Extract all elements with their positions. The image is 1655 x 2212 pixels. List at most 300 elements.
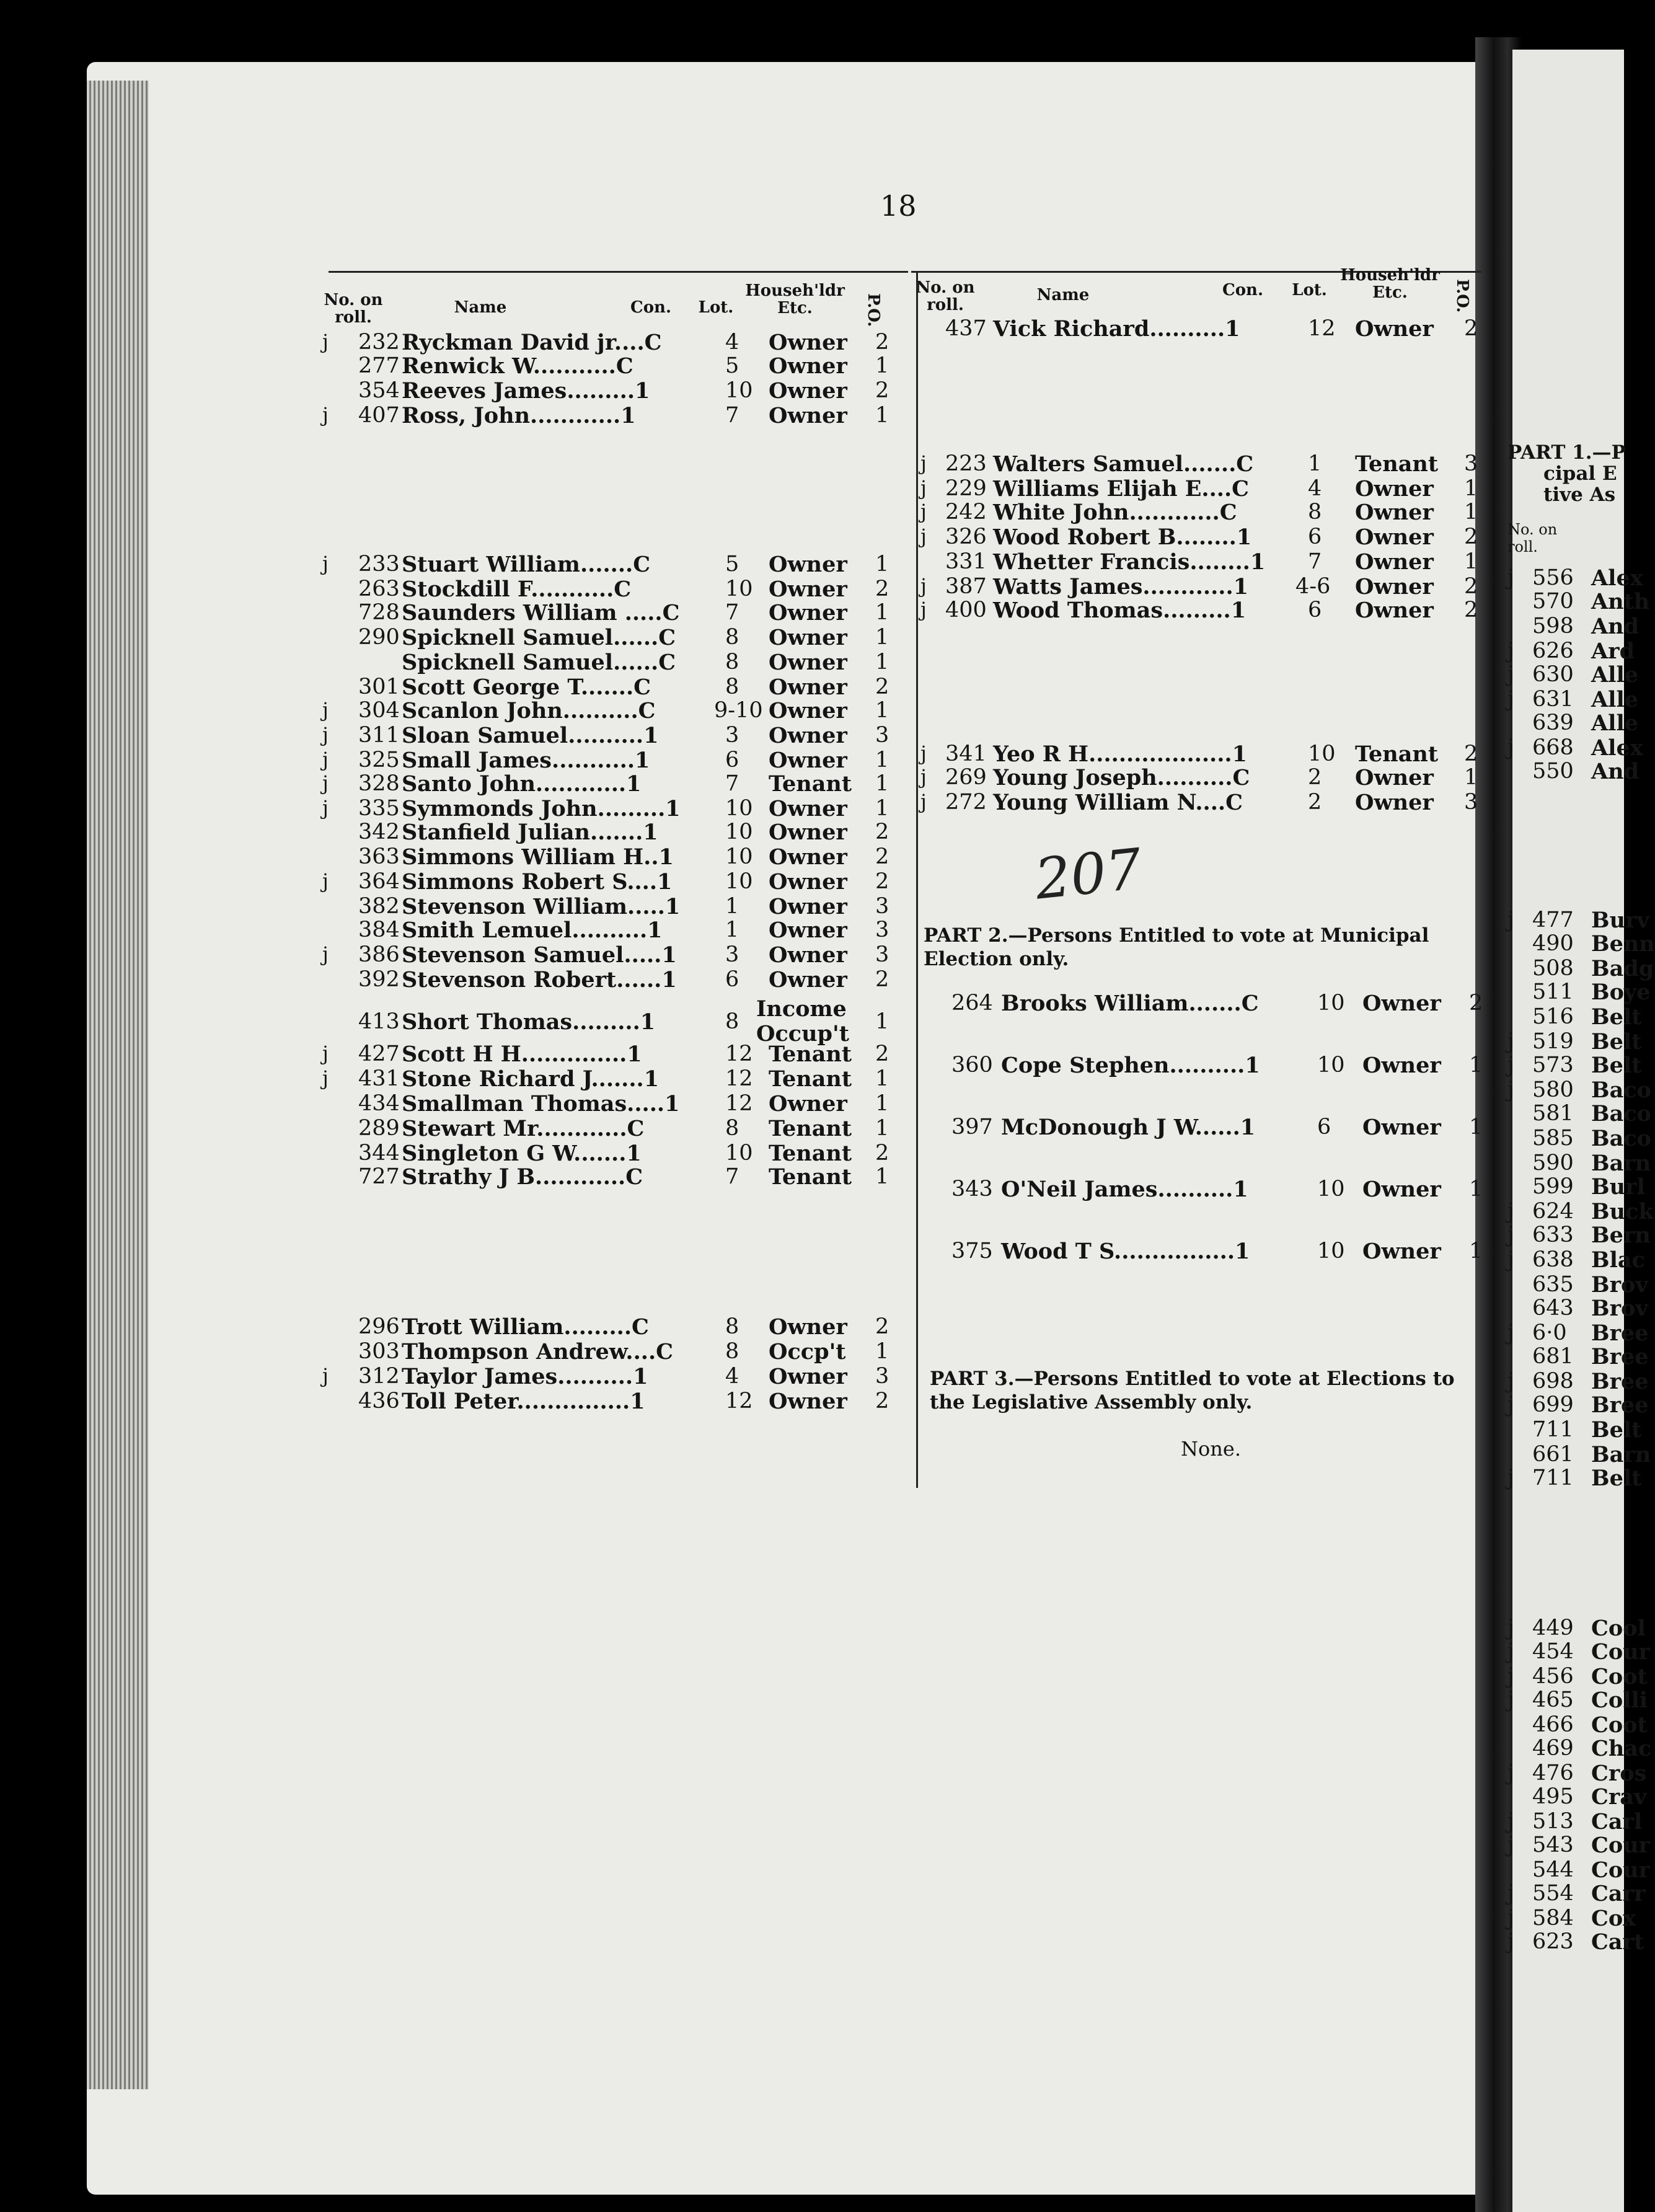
j-mark: j [1507,1929,1514,1954]
list-item [1507,1784,1647,1810]
householder-status: Owner [769,1364,847,1389]
roll-number: 580 [1532,1077,1574,1102]
table-row [322,1389,896,1412]
po-value: 1 [875,1164,889,1189]
lot-value: 12 [725,1091,753,1116]
voter-name: Carl [1591,1809,1643,1834]
voter-name: Bree [1591,1344,1649,1369]
voter-name: Anth [1591,589,1650,614]
roll-number: 301 [358,675,400,699]
roll-number: 554 [1532,1881,1574,1906]
voter-name: Baco [1591,1077,1651,1103]
header-con: Con. [1222,281,1263,299]
voter-name: Scanlon John..........C [402,698,656,723]
voter-name: Simmons Robert S....1 [402,869,673,895]
table-row [322,796,896,820]
lot-value: 4 [1308,476,1322,501]
lot-value: 10 [1317,991,1345,1015]
voter-name: Short Thomas.........1 [402,1009,656,1035]
roll-number: 360 [951,1053,993,1077]
header-po: P.O. [1453,278,1472,313]
roll-number: 624 [1532,1199,1574,1224]
roll-number: 364 [358,869,400,894]
lot-value: 6 [1317,1115,1331,1139]
table-row [322,748,896,771]
po-value: 1 [875,650,889,675]
householder-status: Owner [769,353,847,379]
voter-name: And [1591,759,1640,784]
voter-name: Carr [1591,1881,1646,1906]
j-mark: j [1507,1906,1514,1931]
lot-value: 10 [725,577,753,601]
list-item [1507,1857,1651,1883]
voter-name: Stevenson Robert......1 [402,967,677,993]
voter-name: Santo John............1 [402,771,642,797]
lot-value: 12 [725,1066,753,1091]
voter-name: Thompson Andrew....C [402,1339,674,1365]
j-mark: j [1507,1247,1514,1272]
roll-number: 387 [945,574,987,599]
j-mark: j [920,765,927,789]
lot-value: 1 [1308,451,1322,476]
lot-value: 12 [725,1389,753,1413]
po-value: 1 [1464,549,1478,574]
voter-name: Crav [1591,1784,1647,1810]
j-mark: j [322,748,329,771]
table-row [911,991,1481,1014]
voter-name: Alle [1591,710,1639,736]
householder-status: Owner [1355,500,1434,525]
roll-number: 263 [358,577,400,601]
householder-status: Owner [1355,549,1434,575]
table-row [322,967,896,991]
lot-value: 8 [725,650,739,675]
roll-number: 434 [358,1091,400,1116]
roll-number: 633 [1532,1223,1574,1247]
j-mark: j [322,1066,329,1090]
voter-name: Scott George T.......C [402,675,651,700]
list-item [1507,614,1640,639]
voter-name: Stevenson Samuel.....1 [402,942,677,968]
po-value: 1 [875,1091,889,1116]
j-mark: j [322,698,329,722]
voter-name: Alle [1591,662,1639,688]
voter-name: Bree [1591,1321,1649,1346]
j-mark: j [920,598,927,621]
householder-status: Tenant [769,771,852,797]
po-value: 2 [1464,316,1478,341]
list-item [1507,687,1639,712]
roll-number: 312 [358,1364,400,1389]
roll-number: 436 [358,1389,400,1413]
po-value: 1 [875,748,889,772]
lot-value: 8 [725,1339,739,1364]
voter-name: Blac [1591,1247,1645,1273]
part2-heading: PART 2.—Persons Entitled to vote at Municipal Election only. [924,924,1429,970]
table-row [322,996,896,1046]
roll-number: 476 [1532,1761,1574,1785]
roll-number: 585 [1532,1126,1574,1151]
list-item [1507,1392,1649,1418]
roll-number: 382 [358,894,400,919]
top-rule-left [329,271,908,273]
lot-value: 2 [1308,790,1322,815]
list-item [1507,980,1651,1005]
roll-number: 469 [1532,1736,1574,1761]
facing-heading-line: PART 1.—P [1507,441,1626,464]
po-value: 3 [875,942,889,967]
roll-number: 635 [1532,1272,1574,1297]
lot-value: 3 [725,723,739,748]
table-row [911,1053,1481,1076]
list-item [1507,1004,1642,1030]
householder-status: Owner [769,698,847,723]
po-value: 3 [875,918,889,942]
roll-number: 269 [945,765,987,790]
j-mark: j [1507,565,1514,590]
voter-name: Bree [1591,1392,1649,1418]
j-mark: j [1507,1833,1514,1857]
table-row [322,625,896,648]
list-item [1507,1639,1651,1665]
po-value: 2 [875,577,889,601]
roll-number: 638 [1532,1247,1574,1272]
roll-number: 331 [945,549,987,574]
table-row [322,698,896,722]
list-item [1507,1296,1648,1321]
voter-name: Belt [1591,1417,1642,1443]
roll-number: 711 [1532,1417,1574,1442]
j-mark: j [322,771,329,795]
roll-number: 325 [358,748,400,772]
roll-number: 413 [358,1009,400,1034]
householder-status: Owner [769,894,847,919]
list-item [1507,1809,1643,1834]
roll-number: 508 [1532,956,1574,981]
po-value: 2 [875,844,889,869]
voter-name: Burl [1591,1174,1645,1200]
voter-name: Smith Lemuel..........1 [402,918,663,943]
po-value: 1 [875,771,889,796]
voter-name: Bree [1591,1369,1649,1394]
table-row [322,378,896,402]
voter-name: Singleton G W.......1 [402,1141,642,1166]
lot-value: 6 [725,748,739,772]
householder-status: Owner [769,378,847,404]
j-mark: j [1507,1053,1514,1077]
householder-status: Owner [1355,524,1434,550]
table-row [911,316,1481,340]
list-item [1507,1077,1651,1103]
po-value: 1 [1464,500,1478,524]
list-item [1507,710,1639,736]
roll-number: 661 [1532,1442,1574,1467]
po-value: 1 [875,698,889,723]
header-householder: Househ'ldr Etc. [1340,266,1440,302]
householder-status: Tenant [769,1164,852,1190]
table-row [911,1115,1481,1138]
j-mark: j [1507,662,1514,687]
po-value: 2 [875,1141,889,1166]
table-row [322,675,896,698]
table-row [322,353,896,377]
po-value: 1 [1469,1239,1483,1263]
householder-status: Tenant [1355,451,1439,477]
table-row [911,598,1481,621]
j-mark: j [322,723,329,746]
j-mark: j [322,869,329,893]
voter-name: Brov [1591,1272,1648,1298]
table-row [322,1091,896,1115]
householder-status: Tenant [769,1141,852,1166]
po-value: 1 [1464,476,1478,501]
list-item [1507,1369,1649,1394]
voter-name: Young William N....C [993,790,1243,815]
lot-value: 10 [725,844,753,869]
householder-status: Owner [1362,1053,1441,1078]
voter-name: Simmons William H..1 [402,844,674,870]
roll-number: 490 [1532,931,1574,956]
lot-value: 10 [725,796,753,821]
header-lot: Lot. [698,298,734,317]
voter-name: Stevenson William.....1 [402,894,681,919]
roll-number: 681 [1532,1344,1574,1369]
householder-status: Tenant [1355,741,1439,767]
lot-value: 10 [1317,1177,1345,1201]
j-mark: j [322,1364,329,1387]
roll-number: 570 [1532,589,1574,614]
householder-status: Occp't [769,1339,846,1365]
voter-name: Cour [1591,1833,1651,1858]
lot-value: 8 [725,1116,739,1141]
voter-name: Bern [1591,1223,1651,1248]
roll-number: 543 [1532,1833,1574,1857]
po-value: 1 [875,600,889,625]
po-value: 2 [875,967,889,992]
householder-status: Owner [769,748,847,773]
roll-number: 477 [1532,908,1574,932]
voter-name: Cool [1591,1616,1646,1641]
householder-status: Owner [769,723,847,748]
householder-status: Owner [1362,991,1441,1016]
header-householder: Househ'ldr Etc. [745,281,845,317]
list-item [1507,908,1649,933]
lot-value: 5 [725,552,739,577]
roll-number: 630 [1532,662,1574,687]
j-mark: j [1507,735,1514,760]
po-value: 1 [875,796,889,821]
lot-value: 12 [1308,316,1336,341]
householder-status: Owner [769,796,847,821]
table-row [322,1339,896,1363]
table-row [322,918,896,941]
roll-number: 233 [358,552,400,577]
table-row [322,330,896,353]
voter-name: Coot [1591,1712,1648,1738]
lot-value: 8 [725,1314,739,1339]
roll-number: 626 [1532,639,1574,663]
po-value: 1 [875,1339,889,1364]
roll-number: 516 [1532,1004,1574,1029]
list-item [1507,639,1635,664]
roll-number: 598 [1532,614,1574,639]
voter-name: Stone Richard J.......1 [402,1066,660,1092]
table-row [911,524,1481,548]
roll-number: 727 [358,1164,400,1189]
lot-value: 4 [725,1364,739,1389]
list-item [1507,1417,1642,1443]
list-item [1507,1736,1652,1761]
householder-status: Owner [769,820,847,845]
roll-number: 392 [358,967,400,992]
j-mark: j [1507,1664,1514,1689]
facing-heading-line: cipal E [1543,462,1617,485]
roll-number: 728 [358,600,400,625]
po-value: 3 [875,894,889,919]
roll-number: 342 [358,820,400,844]
list-item [1507,1442,1651,1467]
j-mark: j [1507,639,1514,663]
roll-number: 326 [945,524,987,549]
lot-value: 7 [725,600,739,625]
lot-value: 1 [725,918,739,942]
voter-name: Alex [1591,735,1643,761]
voter-name: Scott H H..............1 [402,1042,642,1067]
po-value: 3 [1464,790,1478,815]
lot-value: 7 [725,403,739,428]
voter-name: Buck [1591,1199,1654,1224]
j-mark: j [322,1042,329,1065]
table-row [911,1239,1481,1262]
roll-number: 290 [358,625,400,650]
lot-value: 10 [725,378,753,403]
roll-number: 465 [1532,1688,1574,1712]
table-row [322,1042,896,1065]
householder-status: Owner [1362,1239,1441,1264]
lot-value: 2 [1308,765,1322,790]
voter-name: Yeo R H...................1 [993,741,1247,767]
voter-name: Saunders William .....C [402,600,680,626]
po-value: 2 [1464,574,1478,599]
voter-name: Baco [1591,1101,1651,1126]
po-value: 2 [875,820,889,844]
householder-status: Owner [769,967,847,993]
roll-number: 341 [945,741,987,766]
roll-number: 668 [1532,735,1574,760]
roll-number: 229 [945,476,987,501]
voter-name: And [1591,614,1640,639]
roll-number: 427 [358,1042,400,1066]
list-item [1507,1761,1647,1786]
po-value: 3 [1464,451,1478,476]
table-row [322,1141,896,1164]
table-row [322,894,896,918]
roll-number: 449 [1532,1616,1574,1640]
j-mark: j [1507,1029,1514,1054]
roll-number: 354 [358,378,400,403]
table-row [911,790,1481,813]
voter-name: Ryckman David jr....C [402,330,662,355]
voter-name: Young Joseph..........C [993,765,1250,790]
list-item [1507,1466,1642,1491]
voter-name: Reeves James.........1 [402,378,650,404]
po-value: 2 [875,869,889,894]
householder-status: Tenant [769,1042,852,1067]
lot-value: 10 [725,1141,753,1166]
list-item [1507,1101,1651,1126]
lot-value: 10 [1317,1239,1345,1263]
facing-heading-line: tive As [1543,484,1616,506]
j-mark: j [1507,1639,1514,1664]
roll-number: 631 [1532,687,1574,712]
voter-name: Chac [1591,1736,1652,1761]
householder-status: Owner [1355,316,1434,342]
householder-status: Owner [1355,476,1434,502]
roll-number: 698 [1532,1369,1574,1394]
householder-status: Owner [769,942,847,968]
j-mark: j [1507,1077,1514,1102]
j-mark: j [920,524,927,548]
lot-value: 10 [725,869,753,894]
roll-number: 289 [358,1116,400,1141]
voter-name: Ard [1591,639,1635,664]
voter-name: Belt [1591,1053,1642,1078]
roll-number: 454 [1532,1639,1574,1664]
lot-value: 8 [725,675,739,699]
voter-name: Stockdill F...........C [402,577,632,602]
po-value: 1 [875,1116,889,1141]
j-mark: j [322,403,329,427]
table-row [322,869,896,893]
list-item [1507,759,1640,784]
table-row [322,1116,896,1139]
list-item [1507,1929,1644,1955]
voter-name: Small James...........1 [402,748,650,773]
voter-name: McDonough J W......1 [1001,1115,1256,1140]
j-mark: j [1507,1881,1514,1906]
voter-name: Trott William.........C [402,1314,649,1340]
voter-name: Ross, John............1 [402,403,636,428]
voter-name: Sloan Samuel..........1 [402,723,659,748]
list-item [1507,1053,1642,1078]
table-row [322,820,896,843]
householder-status: Owner [769,403,847,428]
table-row [322,577,896,600]
header-no-on-roll: No. on roll. [324,291,383,327]
roll-number: 400 [945,598,987,622]
lot-value: 10 [1317,1053,1345,1077]
j-mark: j [1507,1809,1514,1834]
voter-name: Colli [1591,1688,1648,1713]
j-mark: j [1507,687,1514,712]
voter-name: White John............C [993,500,1237,525]
lot-value: 6 [1308,598,1322,622]
j-mark: j [920,476,927,500]
table-row [911,1177,1481,1200]
voter-name: Renwick W...........C [402,353,633,379]
po-value: 1 [875,625,889,650]
po-value: 1 [1464,765,1478,790]
table-row [322,723,896,746]
roll-number: 6·0 [1532,1321,1567,1345]
header-lot: Lot. [1292,281,1327,299]
lot-value: 12 [725,1042,753,1066]
voter-name: Walters Samuel.......C [993,451,1254,477]
po-value: 1 [875,353,889,378]
table-row [322,1364,896,1387]
roll-number: 466 [1532,1712,1574,1737]
voter-name: Baco [1591,1126,1651,1151]
